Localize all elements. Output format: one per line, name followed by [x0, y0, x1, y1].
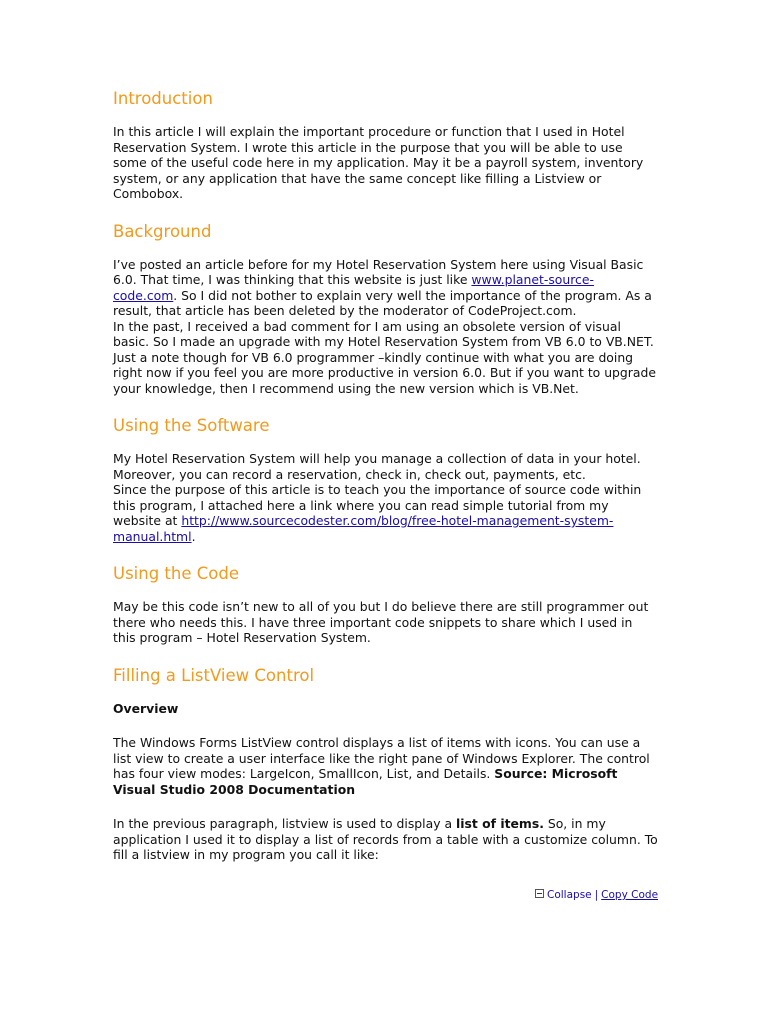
- listview-text-1: The Windows Forms ListView control displays a list of items with icons. You can use a list view to create a user interface like the right pane of Windows Explorer. The control has four view modes: LargeIcon, SmallIcon, List, and Details.: [113, 735, 650, 781]
- software-text-1: Since the purpose of this article is to teach you the importance of source code within this program, I attached here a link where you can read simple tutorial from my website at: [113, 482, 642, 528]
- software-paragraph-2: [113, 482, 658, 544]
- source-citation: Source: Microsoft Visual Studio 2008 Documentation: [113, 766, 618, 797]
- planet-source-code-link[interactable]: www.planet-source-code.com: [113, 272, 594, 303]
- listview-text-2b: So, in my application I used it to display a list of records from a table with a customize column. To fill a listview in my program you call it like:: [113, 816, 658, 862]
- software-paragraph-1: My Hotel Reservation System will help you manage a collection of data in your hotel. Moreover, you can record a reservation, check in, check out, payments, etc.: [113, 451, 641, 482]
- background-paragraph-2: In the past, I received a bad comment for I am using an obsolete version of visual basic. So I made an upgrade with my Hotel Reservation System from VB 6.0 to VB.NET. Just a note though for VB 6.0 programmer –kindly continue with what you are doing right now if you feel you are more productive in version 6.0. But if you want to upgrade your knowledge, then I recommend using the new version which is VB.Net.: [113, 318, 656, 396]
- collapse-link[interactable]: Collapse: [547, 889, 592, 901]
- listview-paragraph-1: [113, 735, 658, 797]
- list-of-items-emphasis: list of items.: [456, 816, 544, 831]
- listview-text-2a: In the previous paragraph, listview is used to display a: [113, 816, 457, 831]
- copy-code-link[interactable]: Copy Code: [601, 889, 659, 901]
- heading-background: Background: [113, 221, 212, 241]
- intro-paragraph: In this article I will explain the important procedure or function that I used in Hotel Reservation System. I wrote this article in the purpose that you will be able to use some of the useful code here in my application. May it be a payroll system, inventory system, or any application that have the same concept like filling a Listview or Combobox.: [113, 124, 644, 201]
- listview-paragraph-2: [113, 816, 658, 863]
- code-toolbar: [535, 888, 658, 902]
- heading-introduction: Introduction: [113, 89, 213, 108]
- article-content: [113, 88, 658, 863]
- heading-filling-listview: Filling a ListView Control: [113, 665, 315, 685]
- toolbar-separator: |: [594, 889, 599, 901]
- code-paragraph: May be this code isn’t new to all of you but I do believe there are still programmer out there who needs this. I have three important code snippets to share which I used in this program – Hotel Reservation System.: [113, 599, 649, 645]
- software-text-2: .: [191, 528, 196, 544]
- background-text-2: . So I did not bother to explain very well the importance of the program. As a result, that article has been deleted by the moderator of CodeProject.com.: [113, 287, 652, 318]
- minus-box-icon[interactable]: [535, 889, 544, 898]
- background-paragraph-1: [113, 257, 658, 319]
- heading-using-code: Using the Code: [113, 564, 239, 583]
- heading-using-software: Using the Software: [113, 416, 270, 435]
- background-text-1: I’ve posted an article before for my Hotel Reservation System here using Visual Basic 6.0. That time, I was thinking that this website is just like: [113, 256, 644, 287]
- overview-label: Overview: [113, 700, 179, 716]
- sourcecodester-link[interactable]: http://www.sourcecodester.com/blog/free-hotel-management-system-manual.html: [113, 513, 614, 544]
